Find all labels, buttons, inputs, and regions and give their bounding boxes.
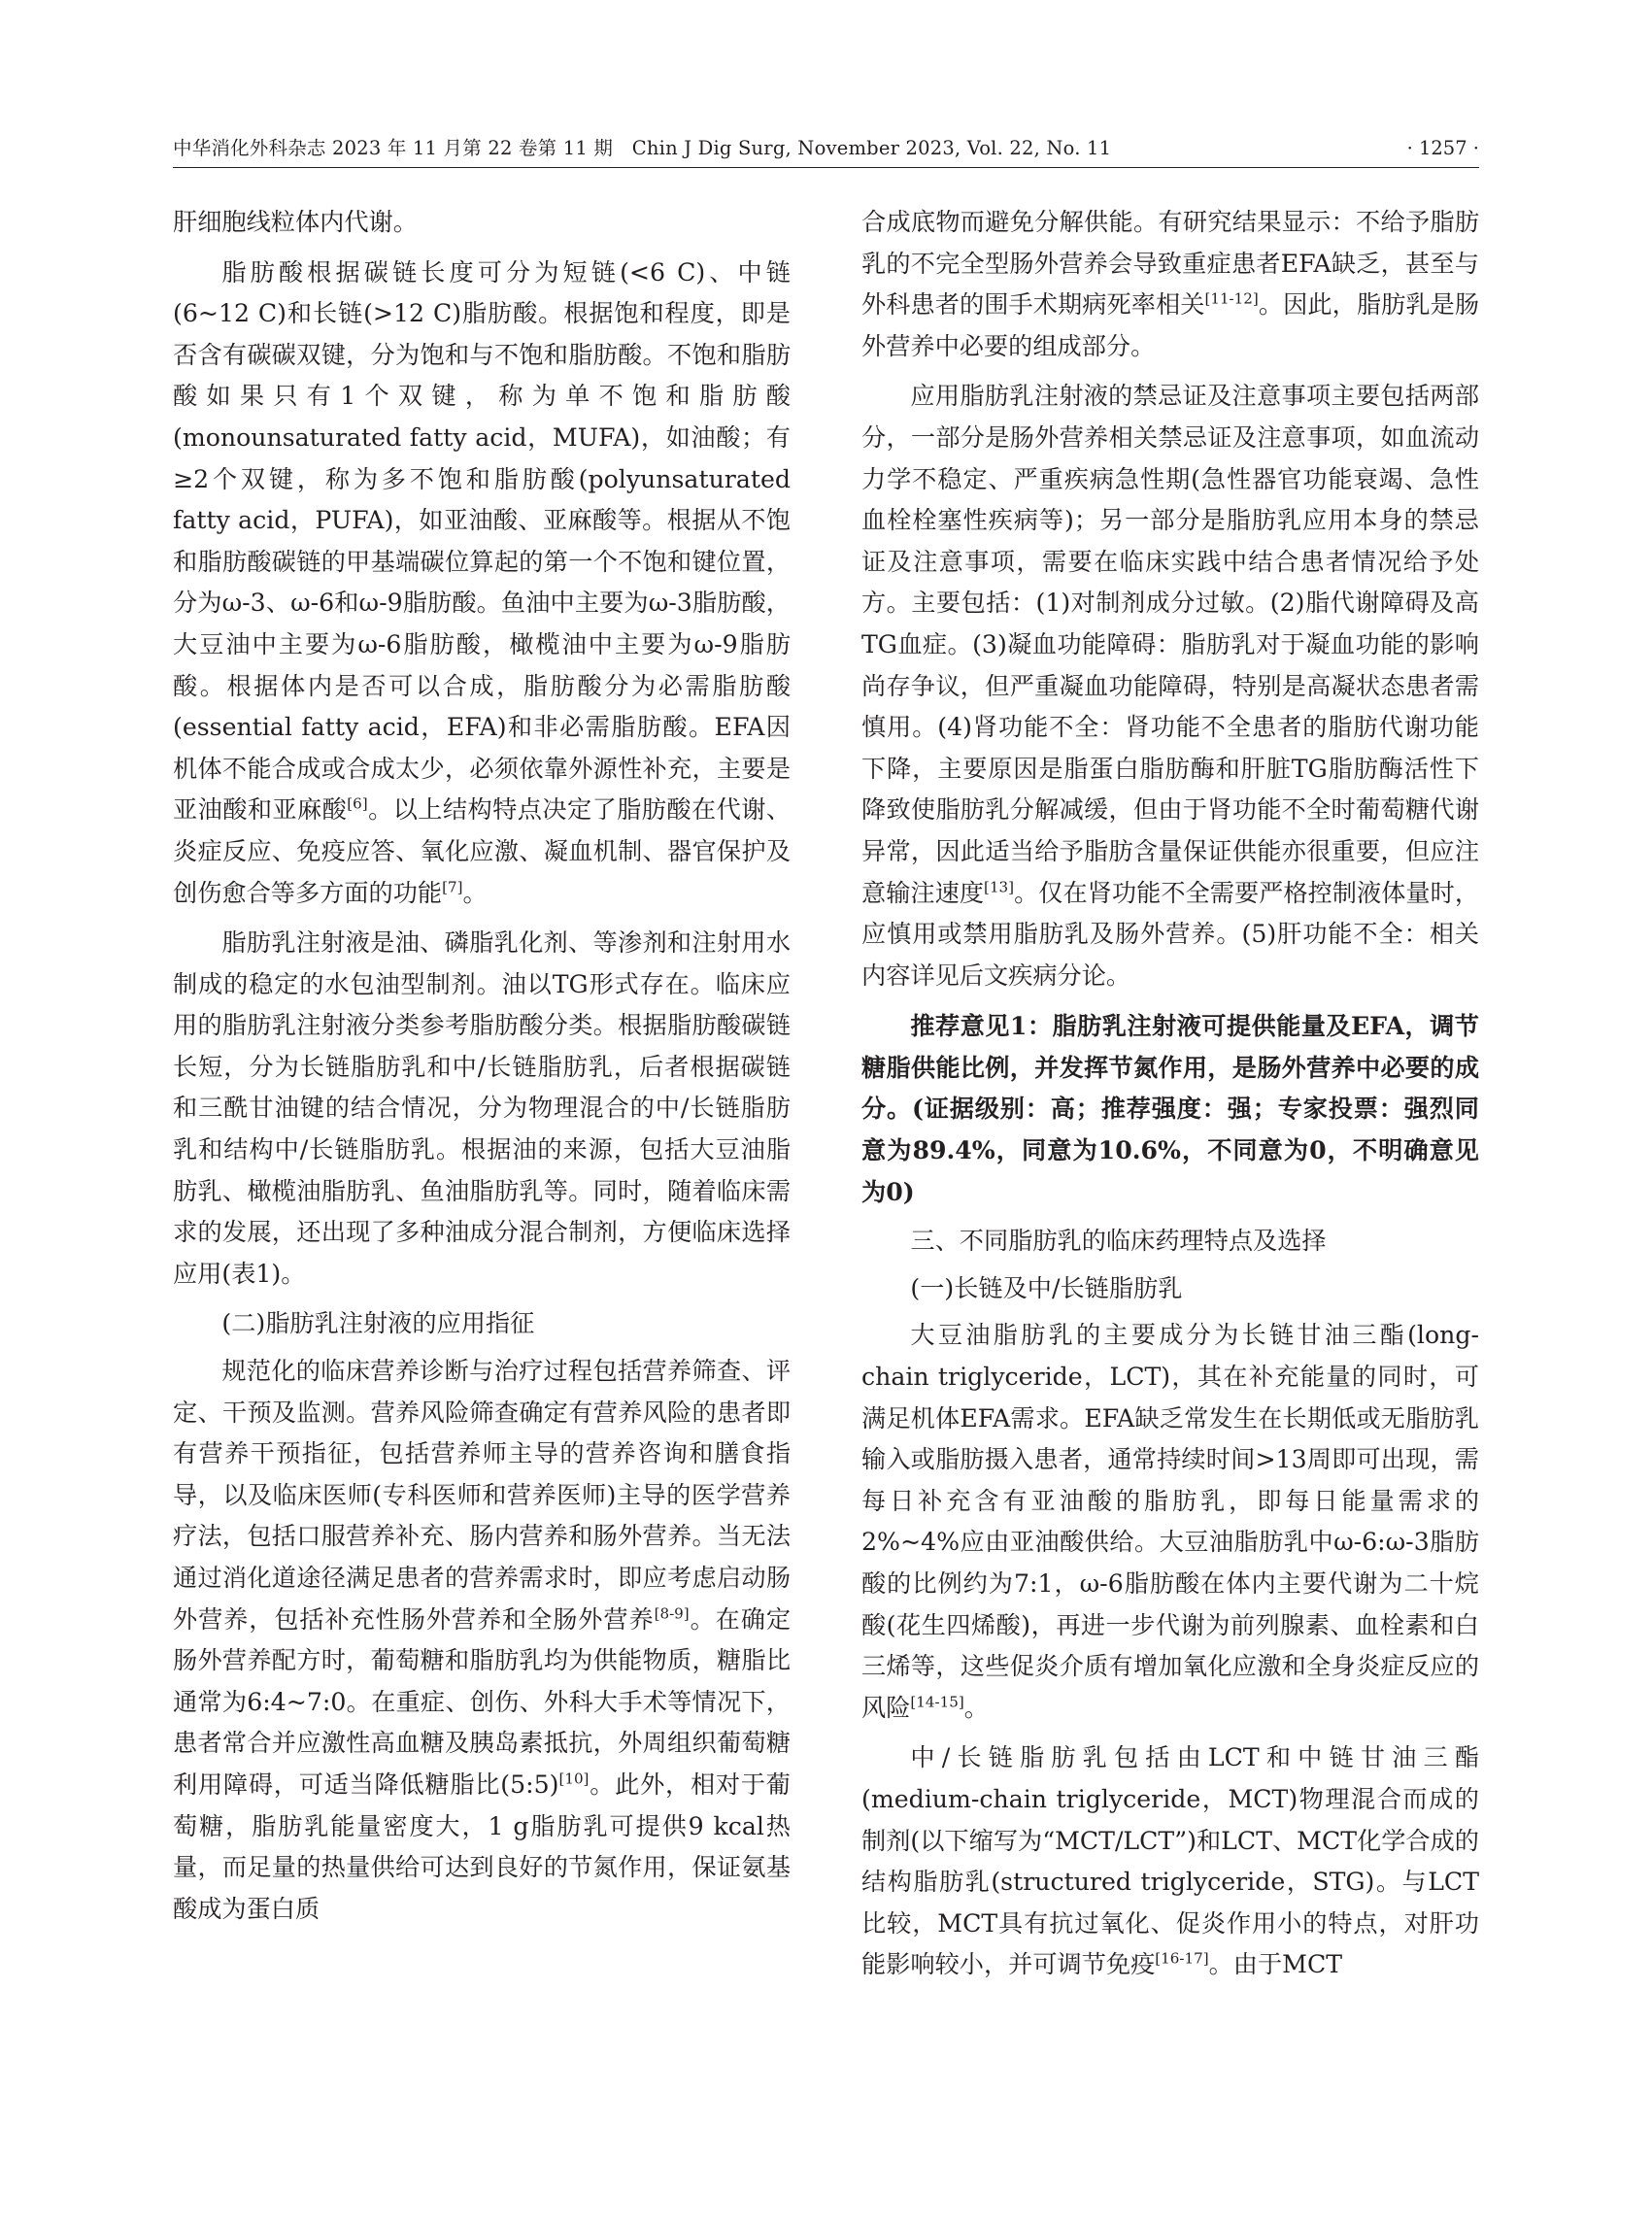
page-number: · 1257 · (1406, 137, 1479, 159)
citation[interactable]: [13] (984, 878, 1015, 896)
left-column (173, 202, 791, 2135)
section-heading: 三、不同脂肪乳的临床药理特点及选择 (910, 1227, 1327, 1256)
right-column (861, 202, 1479, 2135)
paragraph: 应用脂肪乳注射液的禁忌证及注意事项主要包括两部分，一部分是肠外营养相关禁忌证及注意事项，如血流动力学不稳定、严重疾病急性期(急性器官功能衰竭、急性血栓栓塞性疾病等)；另一部分是脂肪乳应用本身的禁忌证及注意事项，需要在临床实践中结合患者情况给予处方。主要包括：(1)对制剂成分过敏。(2)脂代谢障碍及高TG血症。(3)凝血功能障碍：脂肪乳对于凝血功能的影响尚存争议，但严重凝血功能障碍，特别是高凝状态患者需慎用。(4)肾功能不全：肾功能不全患者的脂肪代谢功能下降，主要原因是脂蛋白脂肪酶和肝脏TG脂肪酶活性下降致使脂肪乳分解减缓，但由于肾功能不全时葡萄糖代谢异常，因此适当给予脂肪含量保证供能亦很重要，但应注意输注速度[13]。仅在肾功能不全需要严格控制液体量时，应慎用或禁用脂肪乳及肠外营养。(5)肝功能不全：相关内容详见后文疾病分论。 (861, 382, 1479, 990)
citation[interactable]: [10] (558, 1770, 590, 1788)
subsection-heading: (一)长链及中/长链脂肪乳 (910, 1273, 1183, 1302)
paragraph: 肝细胞线粒体内代谢。 (173, 208, 418, 236)
paragraph: 脂肪酸根据碳链长度可分为短链(<6 C)、中链(6~12 C)和长链(>12 C)脂肪酸。根据饱和程度，即是否含有碳碳双键，分为饱和与不饱和脂肪酸。不饱和脂肪酸如果只有1个双键，称为单不饱和脂肪酸(monounsaturated fatty acid，MUFA)，如油酸；有≥2个双键，称为多不饱和脂肪酸(polyunsaturated fatty acid，PUFA)，如亚油酸、亚麻酸等。根据从不饱和脂肪酸碳链的甲基端碳位算起的第一个不饱和键位置，分为ω-3、ω-6和ω-9脂肪酸。鱼油中主要为ω-3脂肪酸，大豆油中主要为ω-6脂肪酸，橄榄油中主要为ω-9脂肪酸。根据体内是否可以合成，脂肪酸分为必需脂肪酸(essential fatty acid，EFA)和非必需脂肪酸。EFA因机体不能合成或合成太少，必须依靠外源性补充，主要是亚油酸和亚麻酸[6]。以上结构特点决定了脂肪酸在代谢、炎症反应、免疫应答、氧化应激、凝血机制、器官保护及创伤愈合等多方面的功能[7]。 (173, 257, 791, 907)
paragraph: 中/长链脂肪乳包括由LCT和中链甘油三酯(medium-chain triglyceride，MCT)物理混合而成的制剂(以下缩写为“MCT/LCT”)和LCT、MCT化学合成的结构脂肪乳(structured triglyceride，STG)。与LCT比较，MCT具有抗过氧化、促炎作用小的特点，对肝功能影响较小，并可调节免疫[16-17]。由于MCT (861, 1743, 1479, 1979)
citation[interactable]: [16-17] (1155, 1949, 1209, 1968)
citation[interactable]: [11-12] (1204, 289, 1259, 308)
paragraph: 规范化的临床营养诊断与治疗过程包括营养筛查、评定、干预及监测。营养风险筛查确定有营养风险的患者即有营养干预指征，包括营养师主导的营养咨询和膳食指导，以及临床医师(专科医师和营养医师)主导的医学营养疗法，包括口服营养补充、肠内营养和肠外营养。当无法通过消化道途径满足患者的营养需求时，即应考虑启动肠外营养，包括补充性肠外营养和全肠外营养[8-9]。在确定肠外营养配方时，葡萄糖和脂肪乳均为供能物质，糖脂比通常为6:4~7:0。在重症、创伤、外科大手术等情况下，患者常合并应激性高血糖及胰岛素抵抗，外周组织葡萄糖利用障碍，可适当降低糖脂比(5:5)[10]。此外，相对于葡萄糖，脂肪乳能量密度大，1 g脂肪乳可提供9 kcal热量，而足量的热量供给可达到良好的节氮作用，保证氨基酸成为蛋白质 (173, 1357, 791, 1923)
paragraph: 脂肪乳注射液是油、磷脂乳化剂、等渗剂和注射用水制成的稳定的水包油型制剂。油以TG形式存在。临床应用的脂肪乳注射液分类参考脂肪酸分类。根据脂肪酸碳链长短，分为长链脂肪乳和中/长链脂肪乳，后者根据碳链和三酰甘油键的结合情况，分为物理混合的中/长链脂肪乳和结构中/长链脂肪乳。根据油的来源，包括大豆油脂肪乳、橄榄油脂肪乳、鱼油脂肪乳等。同时，随着临床需求的发展，还出现了多种油成分混合制剂，方便临床选择应用(表1)。 (173, 928, 791, 1288)
section-heading: (二)脂肪乳注射液的应用指征 (221, 1309, 535, 1338)
citation[interactable]: [7] (442, 878, 463, 896)
citation[interactable]: [8-9] (654, 1604, 690, 1623)
recommendation-1: 推荐意见1：脂肪乳注射液可提供能量及EFA，调节糖脂供能比例，并发挥节氮作用，是肠外营养中必要的成分。(证据级别：高；推荐强度：强；专家投票：强烈同意为89.4%，同意为10.6%，不同意为0，不明确意见为0) (861, 1011, 1479, 1206)
journal-citation: 中华消化外科杂志 2023 年 11 月第 22 卷第 11 期 Chin J Dig Surg, November 2023, Vol. 22, No. 11 (173, 137, 1112, 159)
running-header (173, 134, 1479, 168)
paragraph: 大豆油脂肪乳的主要成分为长链甘油三酯(long-chain triglyceride，LCT)，其在补充能量的同时，可满足机体EFA需求。EFA缺乏常发生在长期低或无脂肪乳输入或脂肪摄入患者，通常持续时间>13周即可出现，需每日补充含有亚油酸的脂肪乳，即每日能量需求的2%~4%应由亚油酸供给。大豆油脂肪乳中ω-6:ω-3脂肪酸的比例约为7:1，ω-6脂肪酸在体内主要代谢为二十烷酸(花生四烯酸)，再进一步代谢为前列腺素、血栓素和白三烯等，这些促炎介质有增加氧化应激和全身炎症反应的风险[14-15]。 (861, 1321, 1479, 1722)
paragraph: 合成底物而避免分解供能。有研究结果显示：不给予脂肪乳的不完全型肠外营养会导致重症患者EFA缺乏，甚至与外科患者的围手术期病死率相关[11-12]。因此，脂肪乳是肠外营养中必要的组成部分。 (861, 208, 1479, 360)
citation[interactable]: [14-15] (910, 1693, 964, 1711)
citation[interactable]: [6] (347, 794, 368, 813)
